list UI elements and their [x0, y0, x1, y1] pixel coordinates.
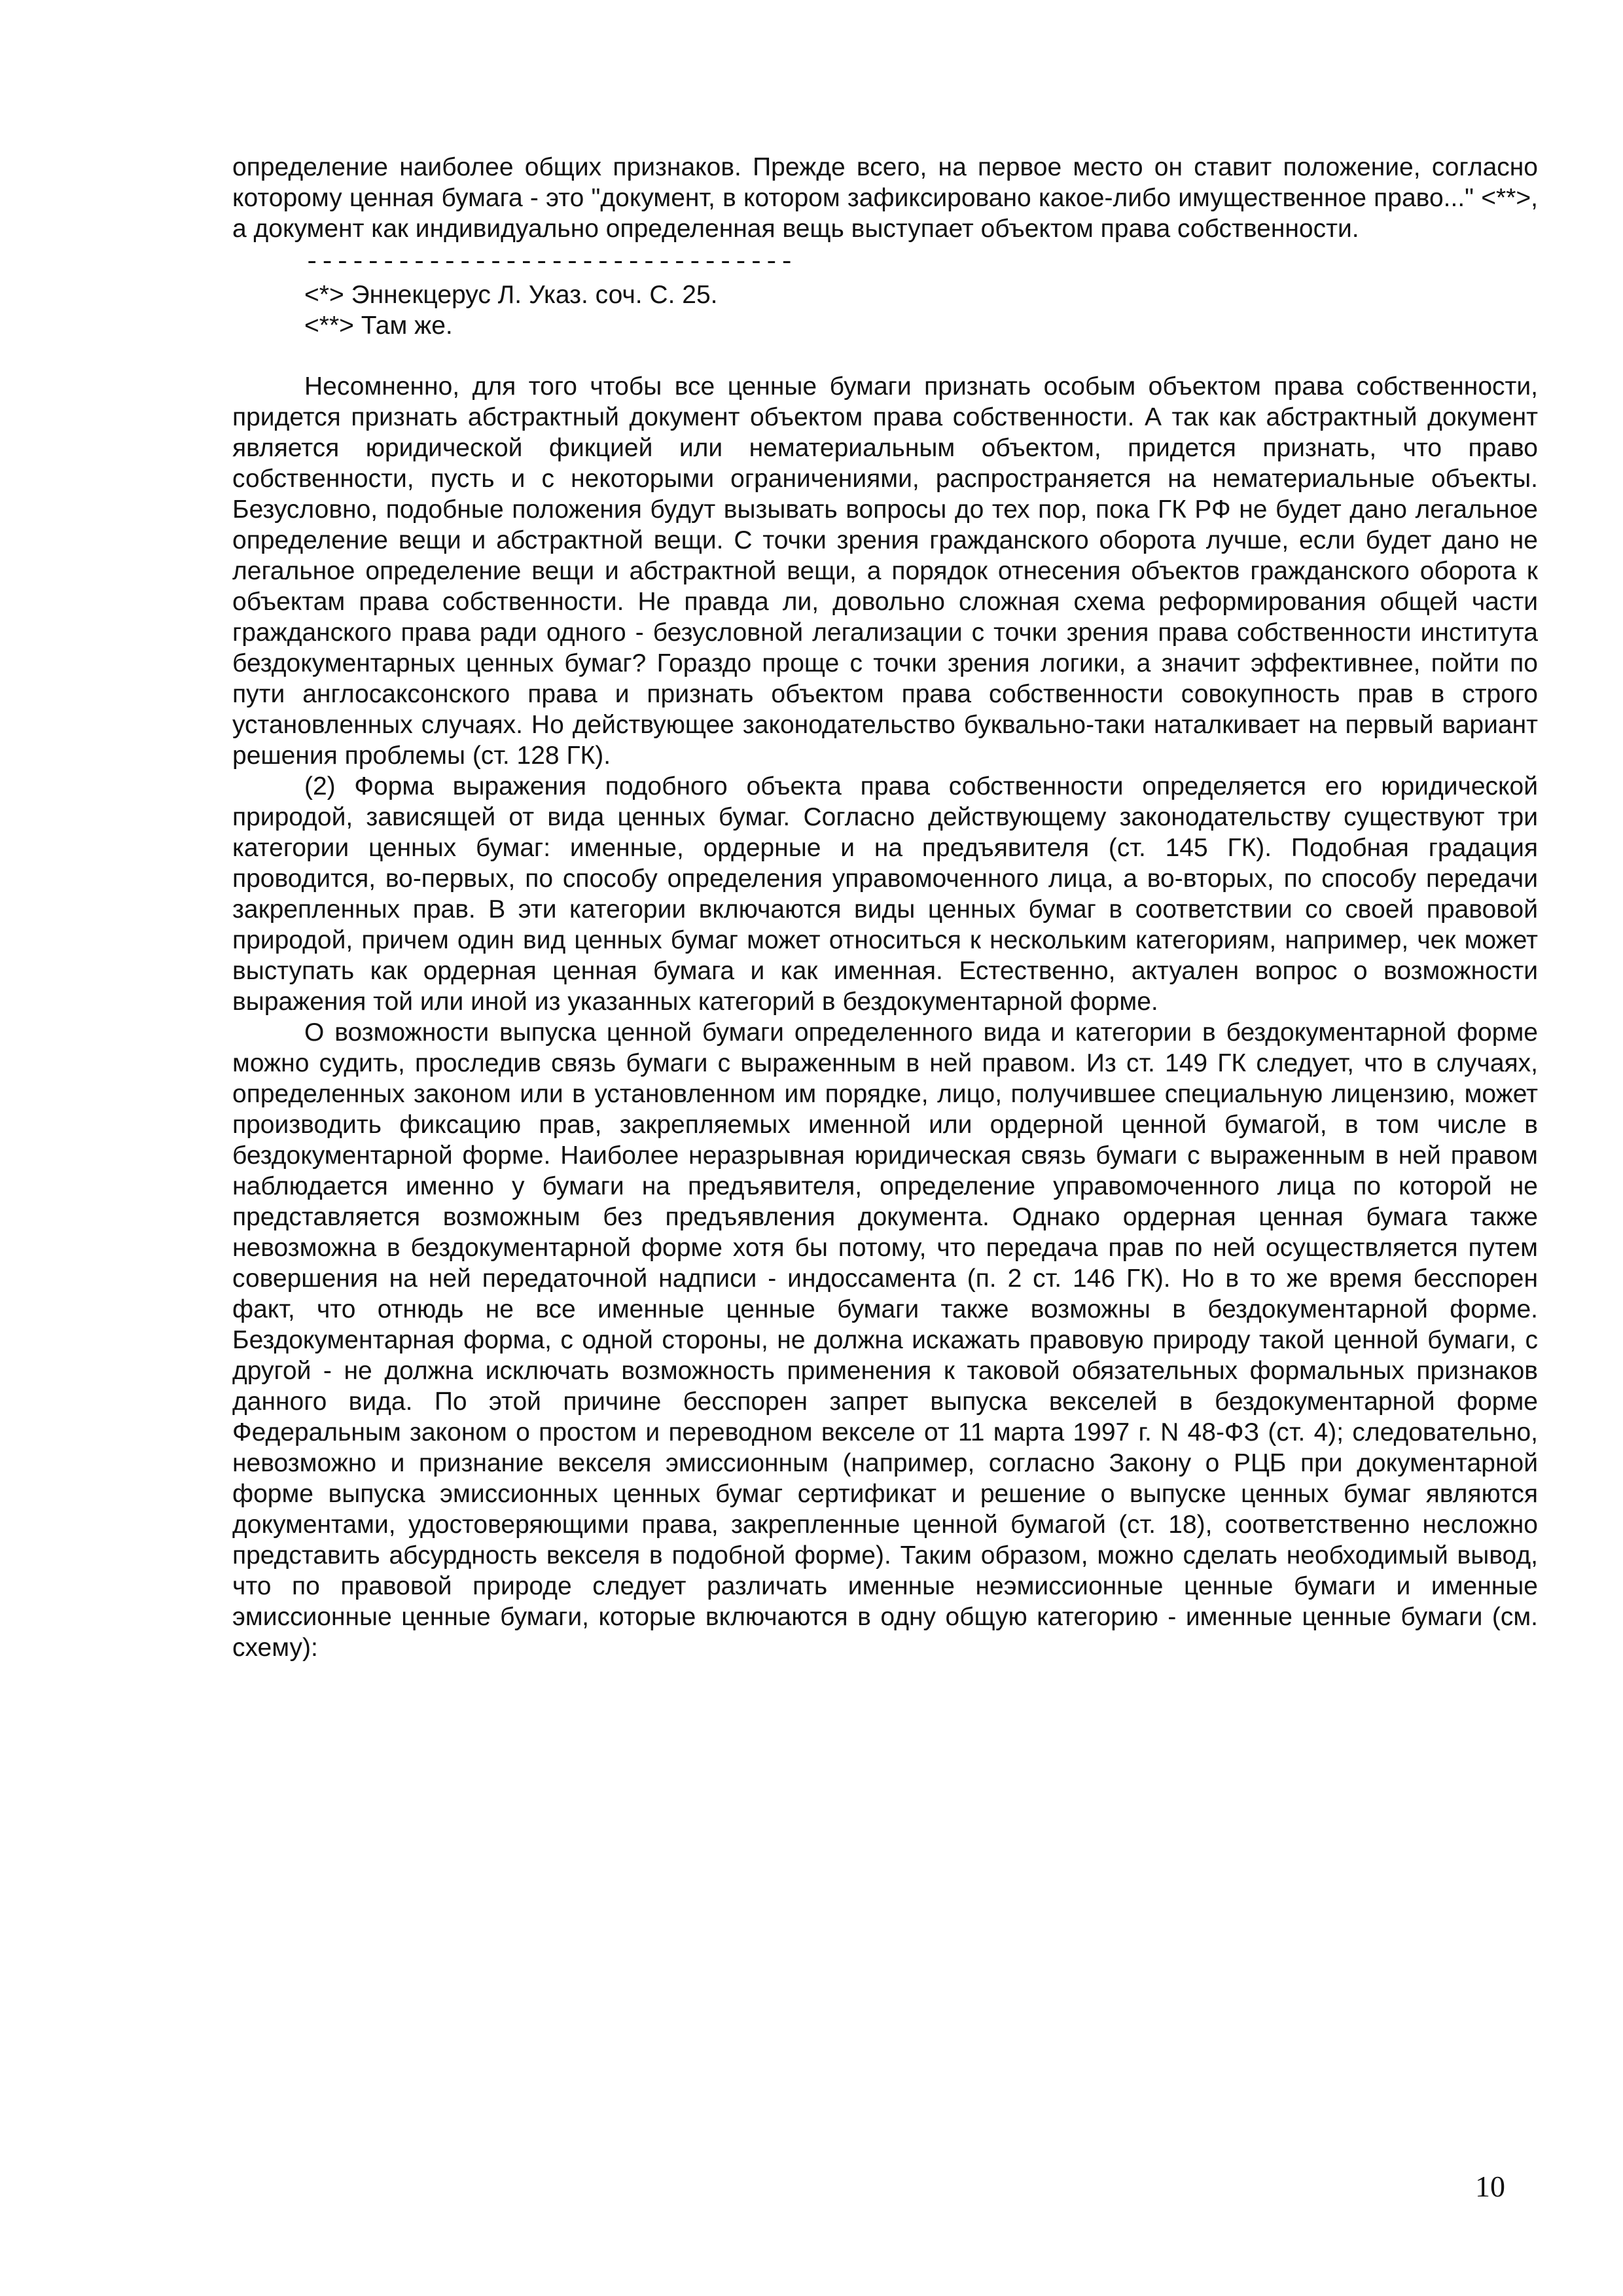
footnote-2: <**> Там же.	[304, 312, 453, 340]
paragraph-gap	[232, 341, 1538, 371]
document-page	[232, 152, 1538, 1663]
footnote-1: <*> Эннекцерус Л. Указ. соч. С. 25.	[304, 281, 718, 309]
page-number: 10	[1475, 2170, 1505, 2203]
intro-paragraph: определение наиболее общих признаков. Прежде всего, на первое место он ставит положение, согласно которому ценная бумага - это "документ, в котором зафиксировано какое-либо имущественное право..." <**>, а документ как индивидуально определенная вещь выступает объектом права собственности.	[232, 153, 1538, 243]
body-paragraph-2: (2) Форма выражения подобного объекта права собственности определяется его юридической природой, зависящей от вида ценных бумаг. Согласно действующему законодательству существуют три категории ценных бумаг: именные, ордерные и на предъявителя (ст. 145 ГК). Подобная градация проводится, во-первых, по способу определения управомоченного лица, а во-вторых, по способу передачи закрепленных прав. В эти категории включаются виды ценных бумаг в соответствии со своей правовой природой, причем один вид ценных бумаг может относиться к нескольким категориям, например, чек может выступать как ордерная ценная бумага и как именная. Естественно, актуален вопрос о возможности выражения той или иной из указанных категорий в бездокументарной форме.	[232, 772, 1538, 1016]
body-paragraph-3: О возможности выпуска ценной бумаги определенного вида и категории в бездокументарной форме можно судить, проследив связь бумаги с выраженным в ней правом. Из ст. 149 ГК следует, что в случаях, определенных законом или в установленном им порядке, лицо, получившее специальную лицензию, может производить фиксацию прав, закрепляемых именной или ордерной ценной бумагой, в том числе в бездокументарной форме. Наиболее неразрывная юридическая связь бумаги с выраженным в ней правом наблюдается именно у бумаги на предъявителя, определение управомоченного лица по которой не представляется возможным без предъявления документа. Однако ордерная ценная бумага также невозможна в бездокументарной форме хотя бы потому, что передача прав по ней осуществляется путем совершения на ней передаточной надписи - индоссамента (п. 2 ст. 146 ГК). Но в то же время бесспорен факт, что отнюдь не все именные ценные бумаги также возможны в бездокументарной форме. Бездокументарная форма, с одной стороны, не должна искажать правовую природу такой ценной бумаги, с другой - не должна исключать возможность применения к таковой обязательных формальных признаков данного вида. По этой причине бесспорен запрет выпуска векселей в бездокументарной форме Федеральным законом о простом и переводном векселе от 11 марта 1997 г. N 48-ФЗ (ст. 4); следовательно, невозможно и признание векселя эмиссионным (например, согласно Закону о РЦБ при документарной форме выпуска эмиссионных ценных бумаг сертификат и решение о выпуске ценных бумаг являются документами, удостоверяющими права, закрепленные ценной бумагой (ст. 18), соответственно несложно представить абсурдность векселя в подобной форме). Таким образом, можно сделать необходимый вывод, что по правовой природе следует различать именные неэмиссионные ценные бумаги и именные эмиссионные ценные бумаги, которые включаются в одну общую категорию - именные ценные бумаги (см. схему):	[232, 1018, 1538, 1662]
body-paragraph-1: Несомненно, для того чтобы все ценные бумаги признать особым объектом права собственности, придется признать абстрактный документ объектом права собственности. А так как абстрактный документ является юридической фикцией или нематериальным объектом, придется признать, что право собственности, пусть и с некоторыми ограничениями, распространяется на нематериальные объекты. Безусловно, подобные положения будут вызывать вопросы до тех пор, пока ГК РФ не будет дано легальное определение вещи и абстрактной вещи. С точки зрения гражданского оборота лучше, если будет дано не легальное определение вещи и абстрактной вещи, а порядок отнесения объектов гражданского оборота к объектам права собственности. Не правда ли, довольно сложная схема реформирования общей части гражданского права ради одного - безусловной легализации с точки зрения права собственности института бездокументарных ценных бумаг? Гораздо проще с точки зрения логики, а значит эффективнее, пойти по пути англосаксонского права и признать объектом права собственности совокупность прав в строго установленных случаях. Но действующее законодательство буквально-таки наталкивает на первый вариант решения проблемы (ст. 128 ГК).	[232, 372, 1538, 770]
footnote-separator: --------------------------------	[304, 248, 794, 277]
